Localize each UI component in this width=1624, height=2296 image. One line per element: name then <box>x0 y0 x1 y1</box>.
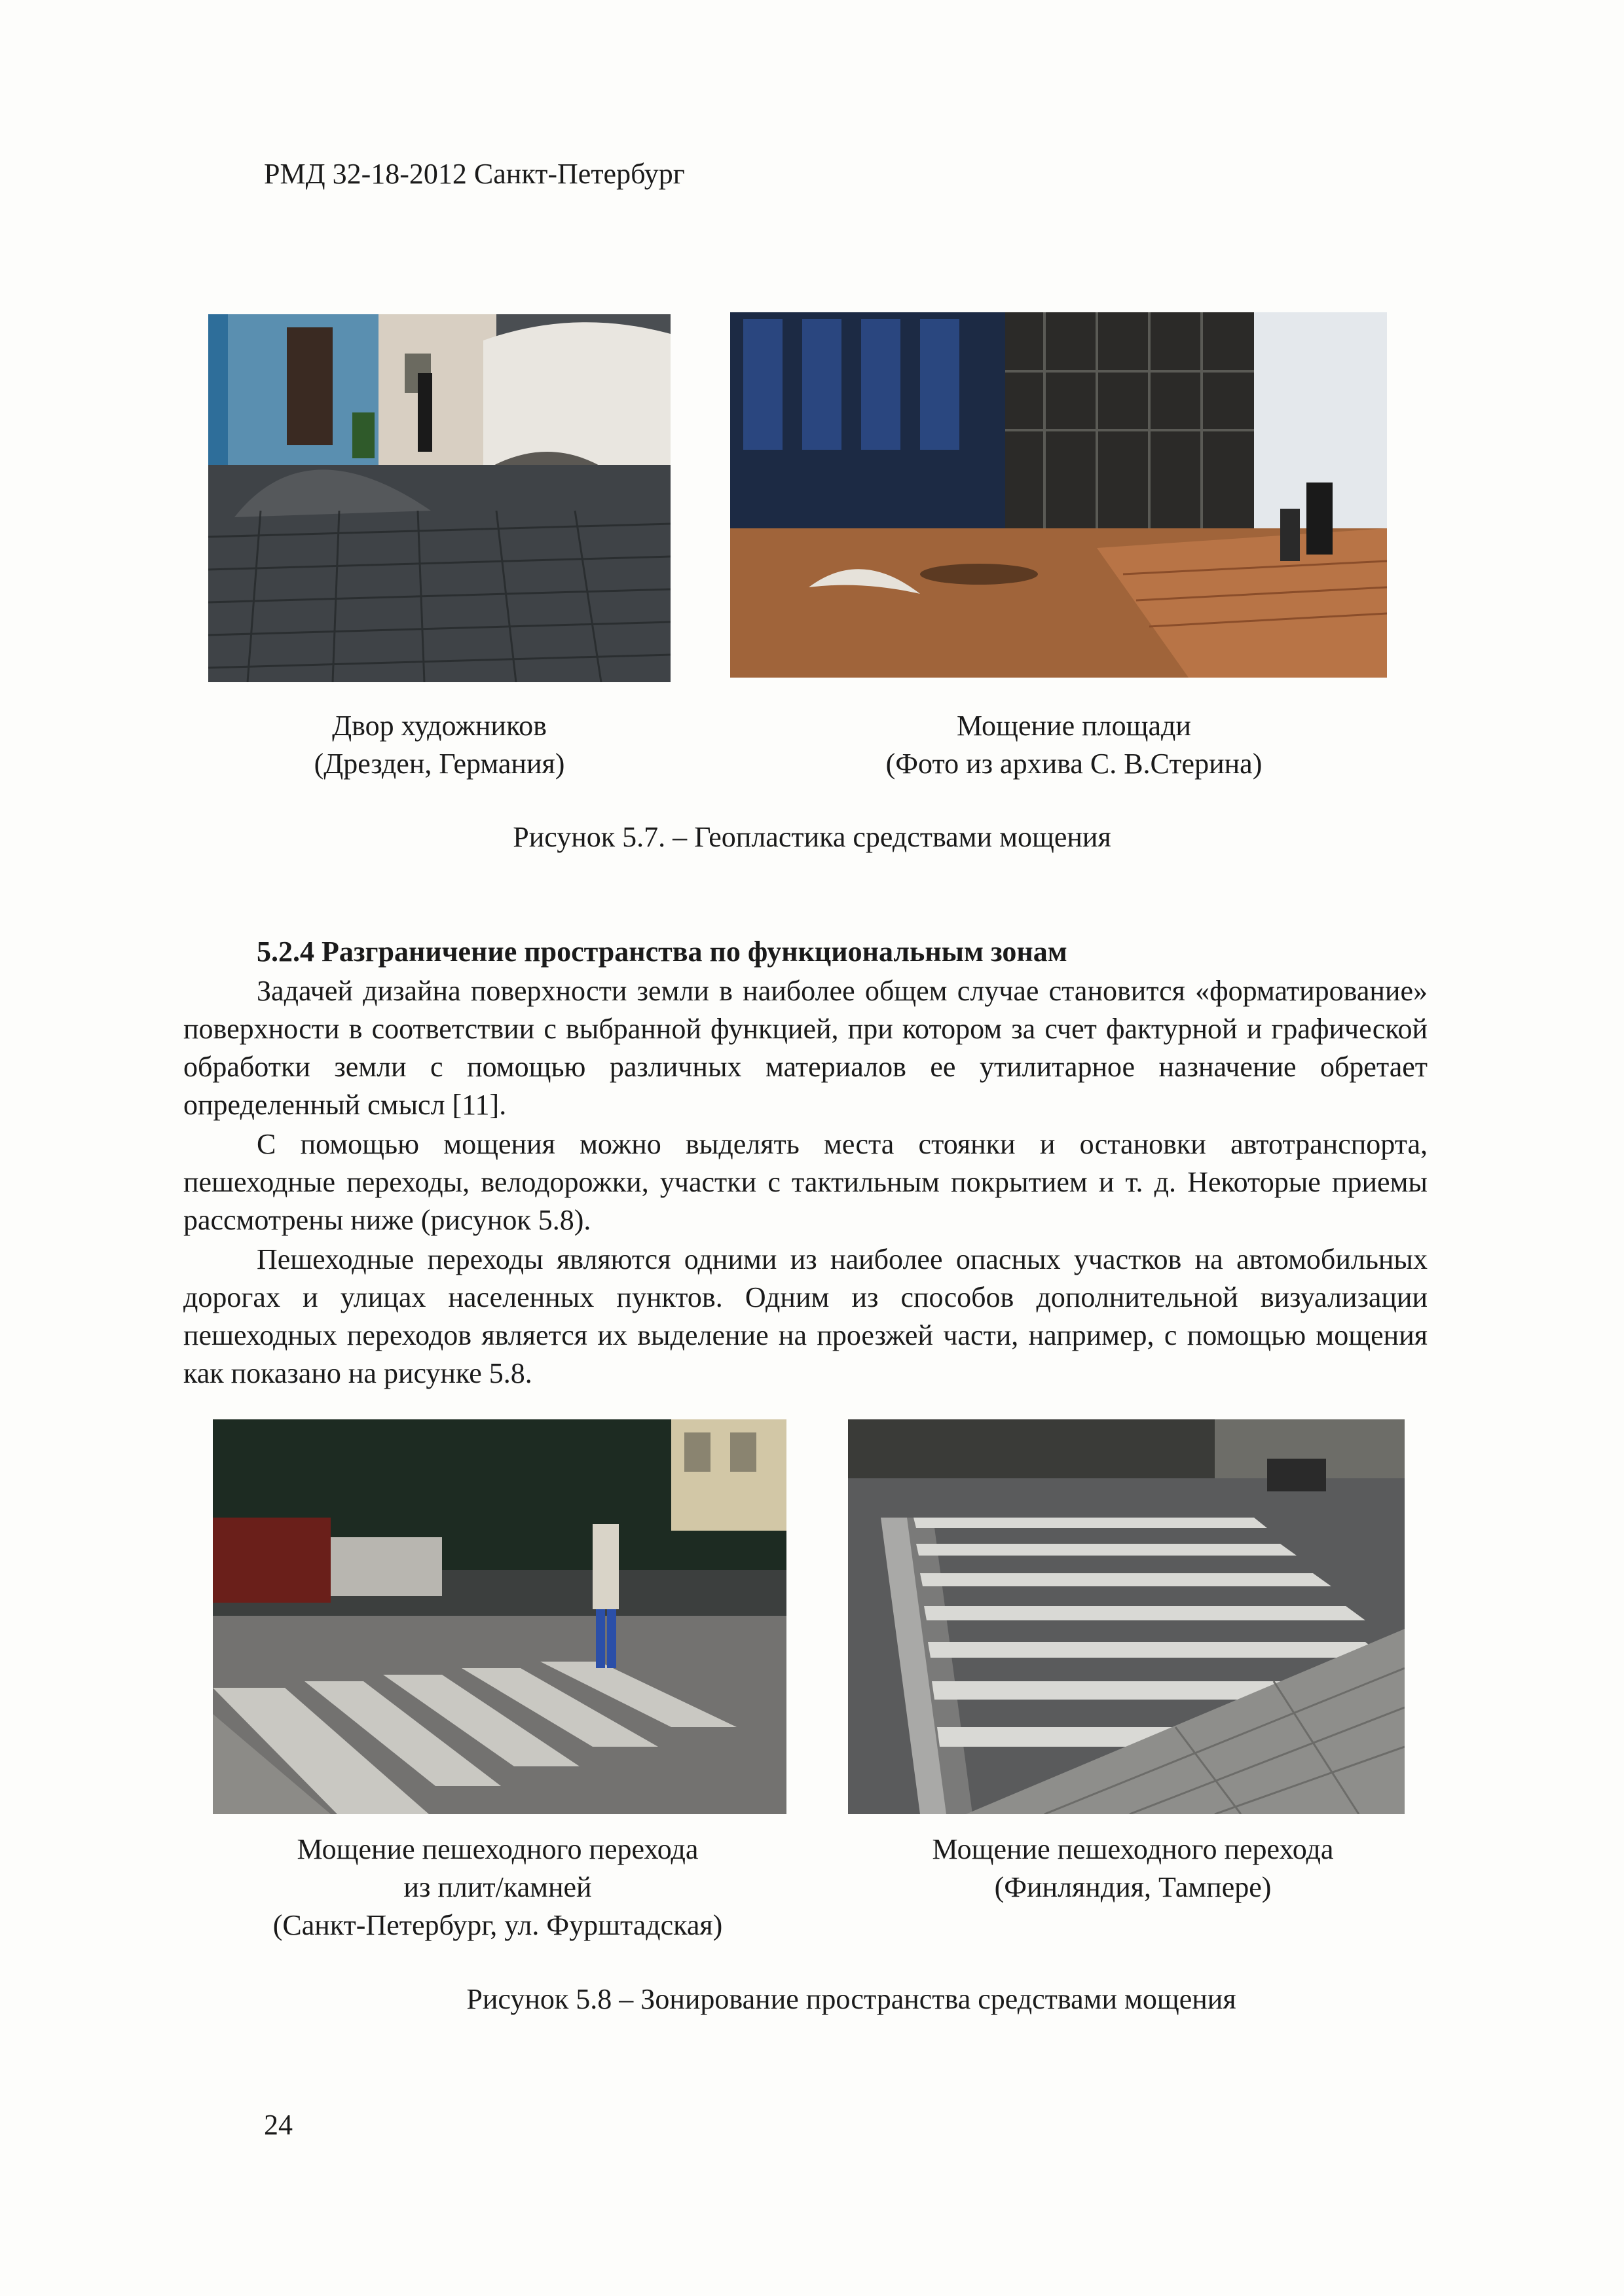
figure-5-7-right-caption <box>845 707 1303 783</box>
caption-line: из плит/камней <box>403 1871 592 1903</box>
figure-5-8-caption: Рисунок 5.8 – Зонирование пространства средствами мощения <box>466 1983 1236 2015</box>
caption-line: (Дрезден, Германия) <box>314 748 565 780</box>
figure-5-8-right-caption <box>851 1831 1414 1906</box>
photo-artists-courtyard <box>208 314 671 682</box>
caption-line: Мощение пешеходного перехода <box>297 1833 699 1865</box>
photo-square-paving <box>730 312 1387 678</box>
caption-line: (Санкт-Петербург, ул. Фурштадская) <box>272 1909 723 1941</box>
photo-crossing-st-petersburg <box>213 1419 786 1814</box>
caption-line: Мощение площади <box>957 710 1191 742</box>
paragraph: С помощью мощения можно выделять места стоянки и остановки автотранспорта, пешеходные переходы, велодорожки, участки с тактильным покрытием и т. д. Некоторые приемы рассмотрены ниже (рисунок 5.8). <box>183 1128 1428 1236</box>
photo-crossing-tampere <box>848 1419 1405 1814</box>
caption-line: (Фото из архива С. В.Стерина) <box>885 748 1263 780</box>
figure-5-7-caption: Рисунок 5.7. – Геопластика средствами мощения <box>513 821 1111 853</box>
section-heading: 5.2.4 Разграничение пространства по функциональным зонам <box>257 936 1067 968</box>
caption-line: Двор художников <box>332 710 547 742</box>
page-number: 24 <box>264 2109 293 2141</box>
caption-line: (Финляндия, Тампере) <box>994 1871 1272 1903</box>
section-5-2-4 <box>183 933 1428 1394</box>
page-header: РМД 32-18-2012 Санкт-Петербург <box>264 158 685 190</box>
caption-line: Мощение пешеходного перехода <box>932 1833 1334 1865</box>
paragraph: Задачей дизайна поверхности земли в наиболее общем случае становится «форматирование» поверхности в соответствии с выбранной функцией, при котором за счет фактурной и графической обработки земли с помощью различных материалов ее утилитарное назначение обретает определенный смысл [11]. <box>183 975 1428 1121</box>
figure-5-8-left-caption <box>196 1831 799 1944</box>
paragraph: Пешеходные переходы являются одними из наиболее опасных участков на автомобильных дорогах и улицах населенных пунктов. Одним из способов дополнительной визуализации пешеходных переходов является их выделение на проезжей части, например, с помощью мощения как показано на рисунке 5.8. <box>183 1243 1428 1389</box>
figure-5-7-left-caption <box>208 707 671 783</box>
